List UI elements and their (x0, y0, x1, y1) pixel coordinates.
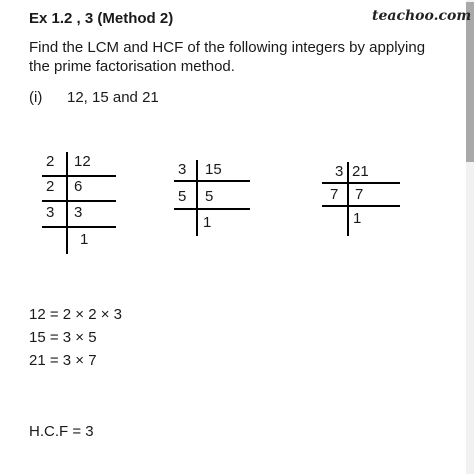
scrollbar[interactable] (466, 0, 474, 474)
division-rule (42, 175, 116, 177)
question-part (29, 89, 159, 106)
dividend: 12 (74, 153, 91, 170)
divisor: 2 (46, 178, 55, 195)
hcf-result: H.C.F = 3 (29, 423, 94, 440)
dividend: 5 (205, 188, 214, 205)
division-rule (174, 180, 250, 182)
quotient: 1 (203, 214, 212, 231)
part-numbers: 12, 15 and 21 (67, 89, 159, 106)
dividend: 15 (205, 161, 222, 178)
division-rule (322, 205, 400, 207)
divisor: 7 (330, 186, 339, 203)
division-vertical-line (347, 162, 349, 236)
quotient: 1 (80, 231, 89, 248)
factorisation-12: 12 = 2 × 2 × 3 (29, 306, 122, 323)
scrollbar-thumb[interactable] (466, 2, 474, 162)
division-rule (42, 226, 116, 228)
divisor: 3 (335, 163, 344, 180)
divisor: 3 (178, 161, 187, 178)
division-vertical-line (196, 160, 198, 236)
exercise-title: Ex 1.2 , 3 (Method 2) (29, 10, 174, 27)
divisor: 5 (178, 188, 187, 205)
question-text: Find the LCM and HCF of the following integers by applying the prime factorisation method. (29, 39, 426, 75)
factorisation-21: 21 = 3 × 7 (29, 352, 97, 369)
division-rule (42, 200, 116, 202)
quotient: 1 (353, 210, 362, 227)
dividend: 3 (74, 204, 83, 221)
division-rule (322, 182, 400, 184)
dividend: 7 (355, 186, 364, 203)
teachoo-watermark: teachoo.com (372, 8, 472, 24)
factorisation-15: 15 = 3 × 5 (29, 329, 97, 346)
division-rule (174, 208, 250, 210)
part-label: (i) (29, 89, 43, 106)
division-vertical-line (66, 152, 68, 254)
divisor: 2 (46, 153, 55, 170)
dividend: 21 (352, 163, 369, 180)
divisor: 3 (46, 204, 55, 221)
dividend: 6 (74, 178, 83, 195)
